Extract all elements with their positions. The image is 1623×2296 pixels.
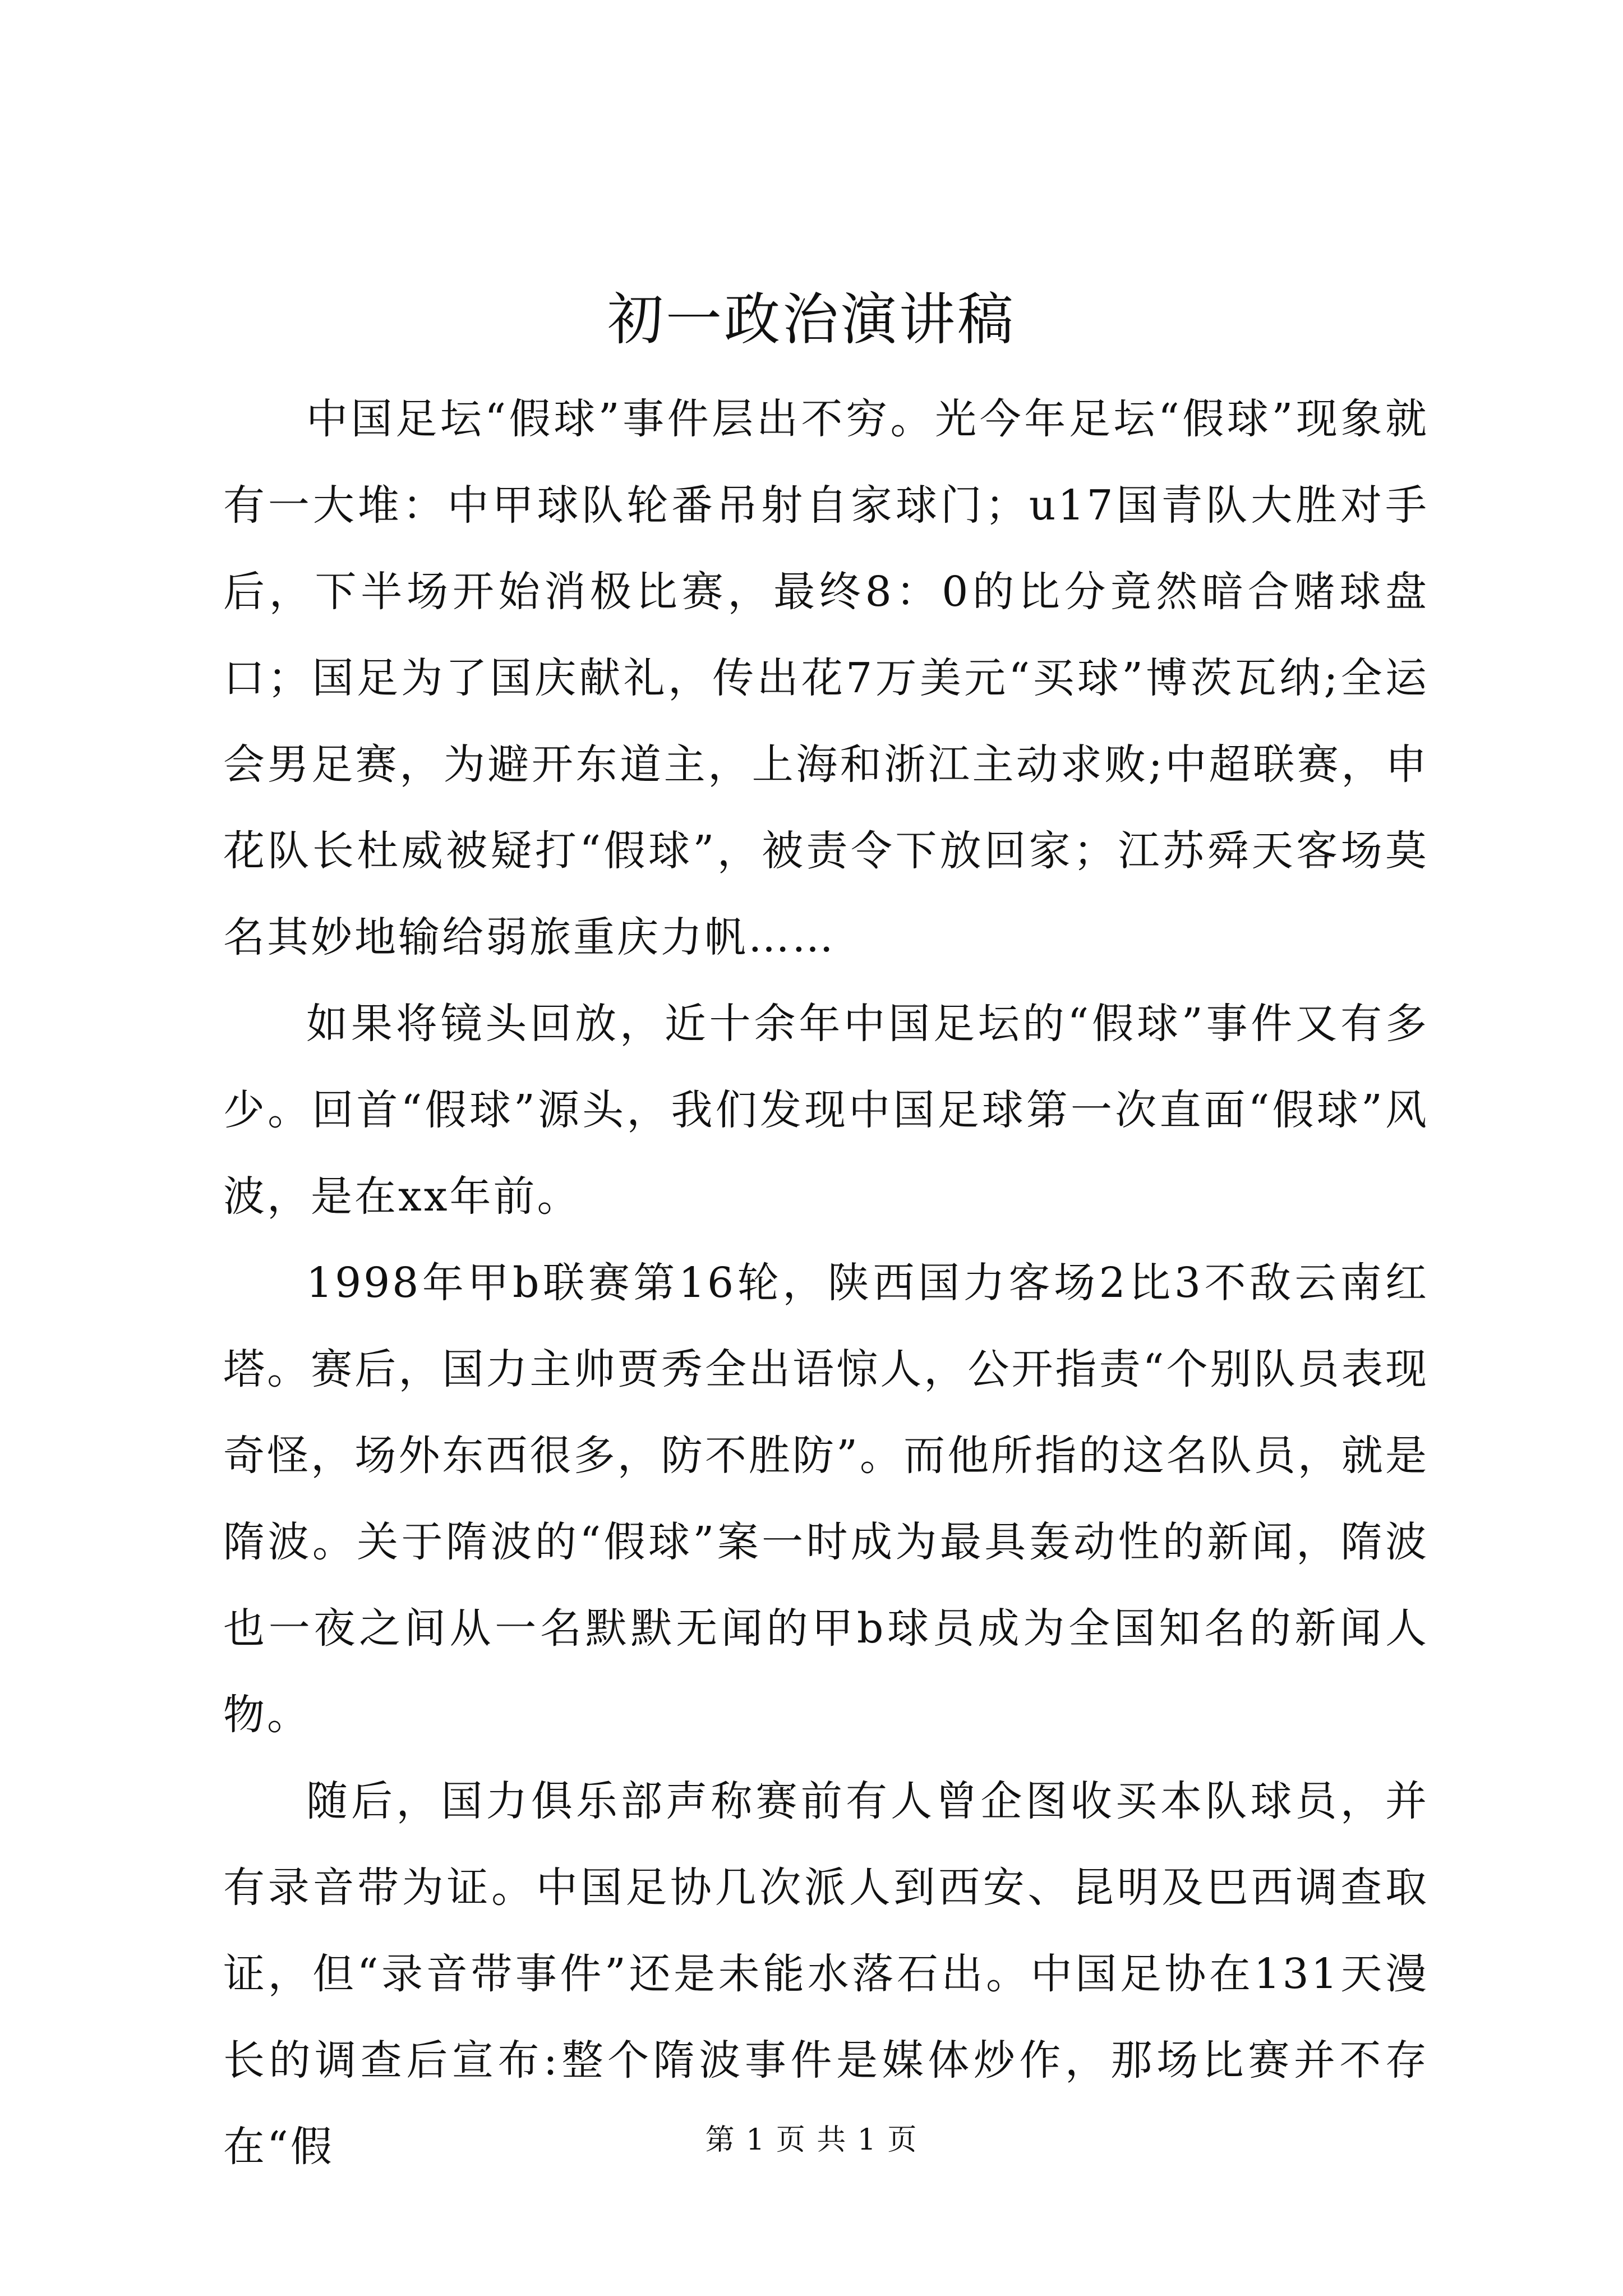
paragraph: 随后，国力俱乐部声称赛前有人曾企图收买本队球员，并有录音带为证。中国足协几次派人到西安、昆明及巴西调查取证，但“录音带事件”还是未能水落石出。中国足协在131天漫长的调查后宣布:整个隋波事件是媒体炒作，那场比赛并不存在“假 <box>223 1777 1429 2171</box>
paragraph: 如果将镜头回放，近十余年中国足坛的“假球”事件又有多少。回首“假球”源头，我们发现中国足球第一次直面“假球”风波，是在xx年前。 <box>223 1000 1429 1221</box>
paragraph: 中国足坛“假球”事件层出不穷。光今年足坛“假球”现象就有一大堆：中甲球队轮番吊射自家球门；u17国青队大胜对手后，下半场开始消极比赛，最终8：0的比分竟然暗合赌球盘口；国足为了国庆献礼，传出花7万美元“买球”博茨瓦纳;全运会男足赛，为避开东道主，上海和浙江主动求败;中超联赛，申花队长杜威被疑打“假球”，被责令下放回家；江苏舜天客场莫名其妙地输给弱旅重庆力帆…… <box>223 395 1429 961</box>
document-body <box>223 376 1429 2190</box>
page-footer: 第 1 页 共 1 页 <box>705 2123 918 2157</box>
paragraph: 1998年甲b联赛第16轮，陕西国力客场2比3不敌云南红塔。赛后，国力主帅贾秀全出语惊人，公开指责“个别队员表现奇怪，场外东西很多，防不胜防”。而他所指的这名队员，就是隋波。关于隋波的“假球”案一时成为最具轰动性的新闻，隋波也一夜之间从一名默默无闻的甲b球员成为全国知名的新闻人物。 <box>223 1259 1429 1739</box>
document-title: 初一政治演讲稿 <box>607 287 1016 352</box>
